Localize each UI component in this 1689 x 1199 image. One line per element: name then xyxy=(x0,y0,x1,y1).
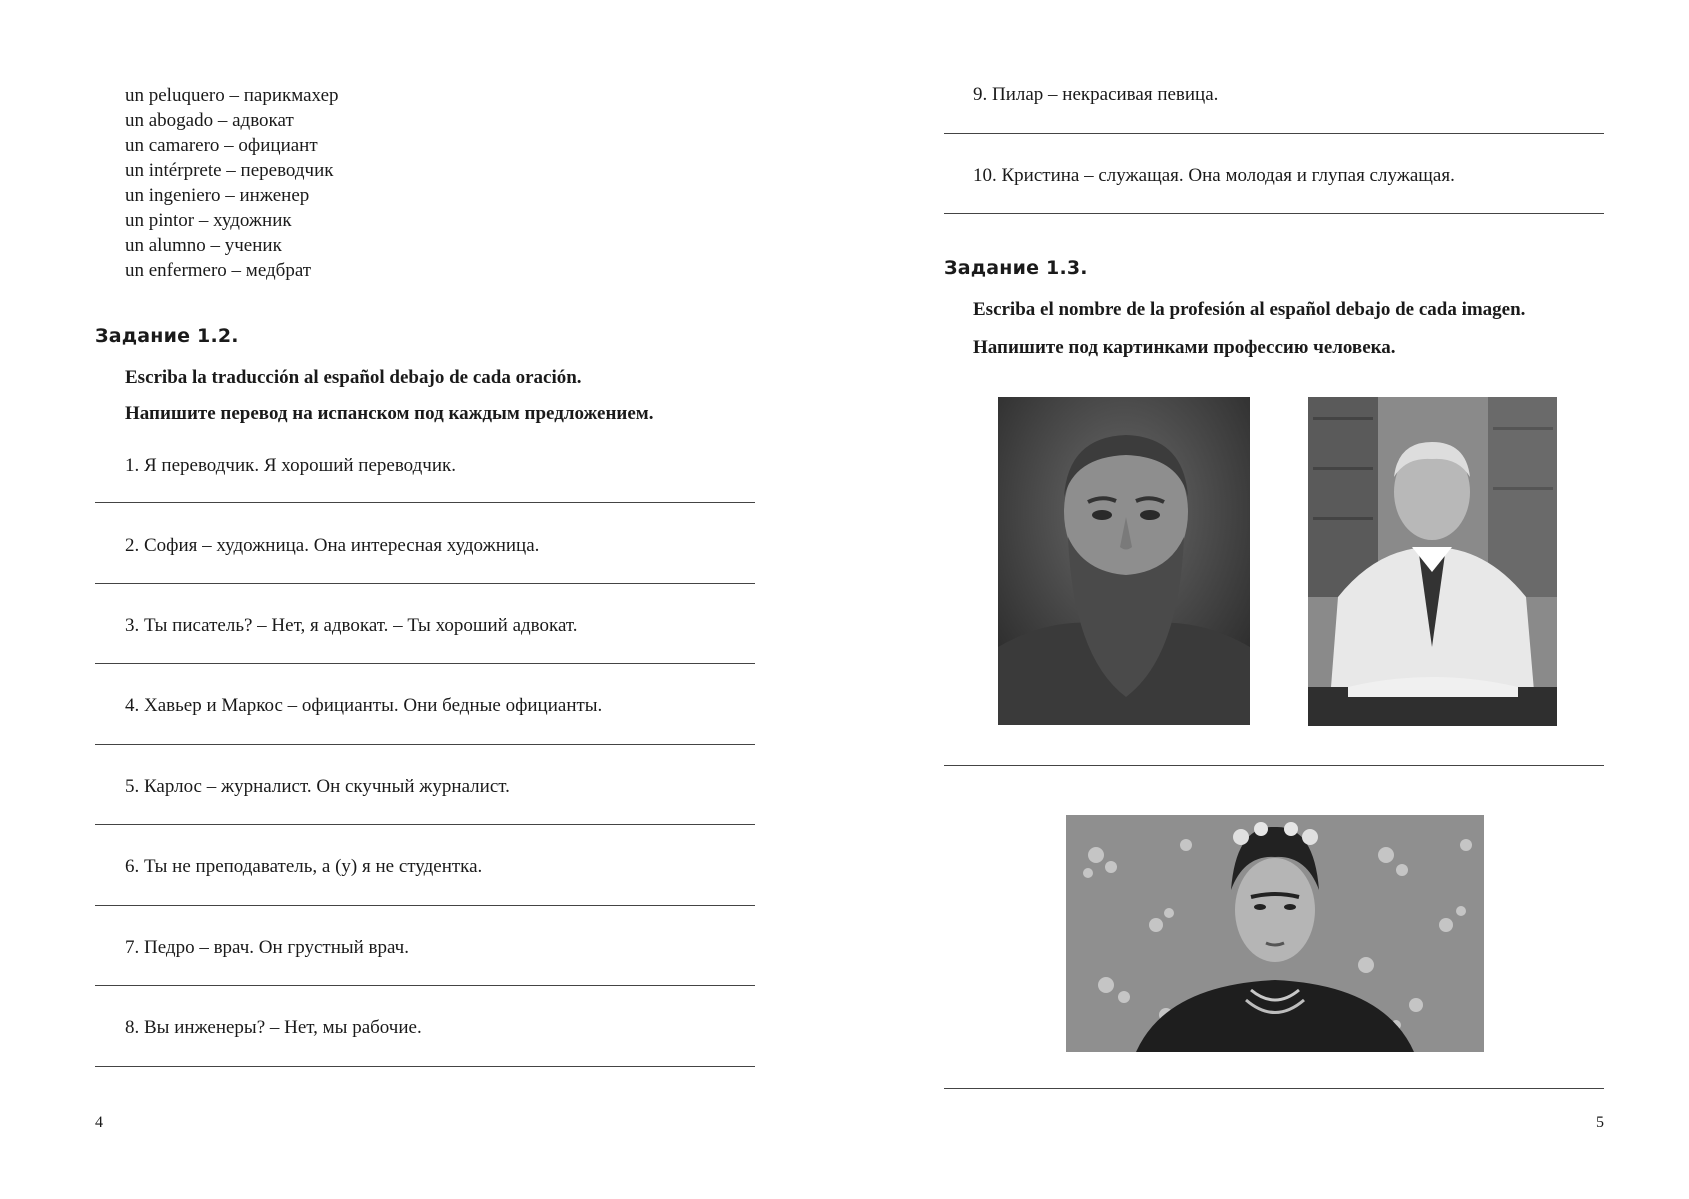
answer-line-9[interactable] xyxy=(944,133,1604,134)
task-1-3-instruction-ru: Напишите под картинками профессию человека. xyxy=(973,337,1396,358)
sentence-9: 9. Пилар – некрасивая певица. xyxy=(973,84,1219,105)
vocab-item: un intérprete – переводчик xyxy=(125,160,334,181)
page-number-left: 4 xyxy=(95,1114,103,1131)
task-1-2-title: Задание 1.2. xyxy=(95,325,239,347)
sentence-2: 2. София – художница. Она интересная художница. xyxy=(125,535,540,556)
page-number-right: 5 xyxy=(1596,1114,1604,1131)
task-1-2-instruction-ru: Напишите перевод на испанском под каждым предложением. xyxy=(125,403,654,424)
sentence-1: 1. Я переводчик. Я хороший переводчик. xyxy=(125,455,456,476)
painter-portrait-image xyxy=(1066,815,1484,1052)
task-1-2-instruction-es: Escriba la traducción al español debajo de cada oración. xyxy=(125,367,582,388)
answer-line-3[interactable] xyxy=(95,663,755,664)
vocab-item: un ingeniero – инженер xyxy=(125,185,310,206)
answer-line-image-3[interactable] xyxy=(944,1088,1604,1089)
sentence-3: 3. Ты писатель? – Нет, я адвокат. – Ты хороший адвокат. xyxy=(125,615,578,636)
answer-line-5[interactable] xyxy=(95,824,755,825)
task-1-3-instruction-es: Escriba el nombre de la profesión al español debajo de cada imagen. xyxy=(973,299,1526,320)
task-1-3-title: Задание 1.3. xyxy=(944,257,1088,279)
vocab-item: un camarero – официант xyxy=(125,135,318,156)
right-page xyxy=(845,0,1689,1199)
left-page xyxy=(0,0,844,1199)
writer-portrait-image xyxy=(998,397,1250,725)
vocab-item: un abogado – адвокат xyxy=(125,110,294,131)
sentence-6: 6. Ты не преподаватель, а (у) я не студентка. xyxy=(125,856,483,877)
vocab-item: un peluquero – парикмахер xyxy=(125,85,339,106)
answer-line-8[interactable] xyxy=(95,1066,755,1067)
doctor-portrait-image xyxy=(1308,397,1557,726)
vocab-item: un alumno – ученик xyxy=(125,235,282,256)
sentence-4: 4. Хавьер и Маркос – официанты. Они бедные официанты. xyxy=(125,695,603,716)
vocab-item: un enfermero – медбрат xyxy=(125,260,312,281)
sentence-7: 7. Педро – врач. Он грустный врач. xyxy=(125,937,409,958)
vocab-item: un pintor – художник xyxy=(125,210,292,231)
answer-line-1[interactable] xyxy=(95,502,755,503)
answer-line-6[interactable] xyxy=(95,905,755,906)
sentence-8: 8. Вы инженеры? – Нет, мы рабочие. xyxy=(125,1017,422,1038)
vocabulary-list xyxy=(125,83,339,283)
answer-line-image-1-2[interactable] xyxy=(944,765,1604,766)
answer-line-10[interactable] xyxy=(944,213,1604,214)
answer-line-2[interactable] xyxy=(95,583,755,584)
answer-line-4[interactable] xyxy=(95,744,755,745)
sentence-10: 10. Кристина – служащая. Она молодая и глупая служащая. xyxy=(973,165,1455,186)
answer-line-7[interactable] xyxy=(95,985,755,986)
sentence-5: 5. Карлос – журналист. Он скучный журналист. xyxy=(125,776,510,797)
